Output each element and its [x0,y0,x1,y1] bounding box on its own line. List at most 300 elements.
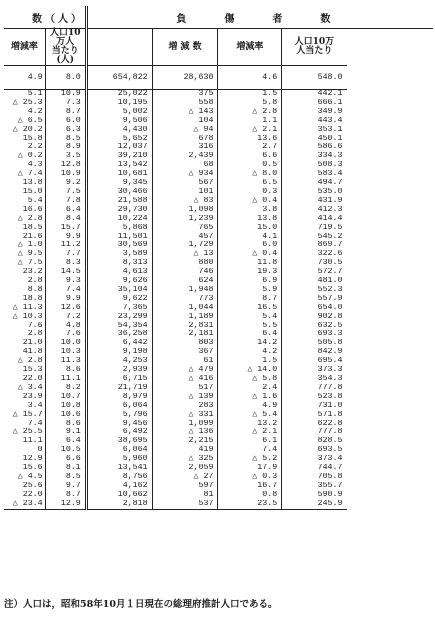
table-row [4,411,433,420]
table-row [4,277,433,286]
table-row [4,170,433,179]
table-body [4,66,433,510]
table-cell: 21,588 [86,197,152,206]
table-cell: 508.3 [282,161,347,170]
table-cell: △ 23.4 [4,500,45,509]
table-cell: 545.2 [282,233,347,242]
table-cell: △ 3.4 [17,383,43,392]
table-cell: 54,354 [86,322,152,331]
table-cell: △ 2.8 [17,214,43,223]
total-cell: 8.0 [45,66,86,90]
table-cell: △ 139 [152,393,218,402]
table-row [4,135,433,144]
table-cell: 15.3 [22,366,43,375]
table-cell: 6,064 [86,446,152,455]
table-cell: 5,868 [86,224,152,233]
table-cell: △ 11.3 [12,303,43,312]
table-cell: 18.8 [22,294,43,303]
table-row [4,464,433,473]
table-cell: 2,939 [86,366,152,375]
table-cell: 12.6 [45,304,86,313]
table-cell: 16.5 [218,304,282,313]
table-cell: 6.3 [45,126,86,135]
table-cell: 746 [152,268,218,277]
table-cell: 1,098 [152,206,218,215]
table-cell: 8.7 [45,491,86,500]
table-cell: 7.4 [218,446,282,455]
table-cell: 373.3 [282,366,347,375]
table-cell: 419 [152,446,218,455]
table-cell: 10,681 [86,170,152,179]
table-cell: 30,466 [86,188,152,197]
table-cell: 10,662 [86,491,152,500]
col-header-injured-per-100k: 人口10万 人当たり [282,29,347,66]
table-cell: 567 [152,179,218,188]
table-cell: 7.4 [45,286,86,295]
table-cell: 23,299 [86,313,152,322]
table-cell: △ 1.6 [218,393,282,402]
table-cell: 101 [152,188,218,197]
table-cell: 803 [152,339,218,348]
table-cell: 6,442 [86,339,152,348]
table-cell: 6.4 [45,206,86,215]
table-cell: 4,613 [86,268,152,277]
table-cell: △ 2.8 [218,108,282,117]
table-cell: 29,730 [86,206,152,215]
table-cell: 30,569 [86,241,152,250]
table-cell: 6.0 [45,117,86,126]
table-cell: △ 13 [152,250,218,259]
table-cell: △ 7.5 [17,259,43,268]
deaths-group-header: 数（人） [4,6,86,29]
table-cell: 14.5 [45,268,86,277]
table-cell: 457 [152,233,218,242]
col-header-change-rate: 増減率 [4,29,45,66]
table-cell: 10.9 [45,90,86,99]
table-cell: 10.9 [45,170,86,179]
table-row [4,295,433,304]
table-cell: 0 [37,446,43,455]
table-cell: 0.3 [218,188,282,197]
table-cell: 9,456 [86,420,152,429]
col-header-injured-change-rate: 増減率 [218,29,282,66]
table-cell: 2.4 [218,384,282,393]
table-cell: 2,059 [152,464,218,473]
table-cell: 558 [152,99,218,108]
table-cell: 10,224 [86,215,152,224]
table-cell: 13.8 [218,215,282,224]
table-cell: 4.2 [218,348,282,357]
table-cell: 354.3 [282,375,347,384]
table-cell: 5.5 [218,322,282,331]
table-row [4,250,433,259]
table-cell: 765 [152,224,218,233]
table-cell: 23.5 [218,500,282,509]
table-row [4,117,433,126]
table-cell: 5.4 [218,313,282,322]
table-row [4,446,433,455]
table-cell: △ 6.5 [17,116,43,125]
table-cell: 0.5 [218,161,282,170]
table-cell: 1,729 [152,241,218,250]
table-row [4,375,433,384]
table-row [4,393,433,402]
table-cell: △ 4.5 [17,472,43,481]
table-cell: 10.5 [45,446,86,455]
total-cell: 4.6 [218,66,282,90]
table-row [4,233,433,242]
table-cell: 2,215 [152,437,218,446]
table-cell: 11,501 [86,233,152,242]
table-cell: 678 [152,135,218,144]
table-cell: 6,064 [86,402,152,411]
table-cell: 8.4 [45,215,86,224]
table-cell: 10.7 [45,393,86,402]
table-row [4,330,433,339]
table-cell: 719.5 [282,224,347,233]
table-row [4,455,433,464]
table-cell: 8.6 [45,420,86,429]
table-cell: 744.7 [282,464,347,473]
table-cell: △ 25.5 [12,428,43,437]
table-cell: 13,541 [86,464,152,473]
table-cell: 777.8 [282,428,347,437]
table-cell: 1,948 [152,286,218,295]
table-cell: 2,181 [152,330,218,339]
table-cell: 19.3 [218,268,282,277]
table-cell: △ 14.0 [218,366,282,375]
table-cell: △ 2.1 [218,428,282,437]
table-row [4,339,433,348]
table-cell: 622.8 [282,420,347,429]
table-cell: 5.8 [218,99,282,108]
table-cell: 10.0 [45,339,86,348]
table-row [4,90,433,99]
table-cell: 8.5 [45,473,86,482]
table-row [4,304,433,313]
table-cell: 9,198 [86,348,152,357]
table-cell: △ 25.3 [12,98,43,107]
table-cell: 442.1 [282,90,347,99]
table-cell: 2,439 [152,152,218,161]
table-row [4,179,433,188]
table-row [4,126,433,135]
table-cell: 6.6 [45,455,86,464]
table-cell: 283 [152,402,218,411]
table-cell: 353.1 [282,126,347,135]
table-cell: 316 [152,143,218,152]
table-cell: △ 9.5 [17,250,43,259]
table-cell: 373.4 [282,455,347,464]
table-cell: 572.7 [282,268,347,277]
table-cell: 5.9 [218,286,282,295]
table-row [4,482,433,491]
table-cell: △ 143 [152,108,218,117]
table-cell: 8,756 [86,473,152,482]
table-cell: 36,258 [86,330,152,339]
table-cell: 2.8 [27,277,43,286]
table-cell: 11.2 [45,241,86,250]
table-cell: △ 136 [152,428,218,437]
table-cell: 9.3 [45,277,86,286]
table-cell: 8.3 [45,259,86,268]
table-cell: 3.4 [27,401,43,410]
table-cell: 6,715 [86,375,152,384]
table-cell: △ 416 [152,375,218,384]
table-cell: 1,099 [152,420,218,429]
table-cell: 880 [152,259,218,268]
table-row [4,500,433,509]
table-row [4,491,433,500]
table-cell: 505.8 [282,339,347,348]
table-cell: 8,313 [86,259,152,268]
total-cell: 4.9 [4,66,45,90]
table-cell: 431.9 [282,197,347,206]
table-cell: 18.5 [22,223,43,232]
table-cell: 11.1 [22,437,43,446]
table-cell: 2.2 [27,143,43,152]
table-cell: 557.9 [282,295,347,304]
table-cell: 2,818 [86,500,152,509]
table-cell: 4,430 [86,126,152,135]
table-cell: 12.8 [45,161,86,170]
table-cell: 8.7 [218,295,282,304]
table-cell: 13,542 [86,161,152,170]
table-cell: 481.0 [282,277,347,286]
table-cell: 1,044 [152,304,218,313]
table-cell: 777.8 [282,384,347,393]
table-cell: △ 0.3 [218,473,282,482]
table-cell: 15.7 [45,224,86,233]
table-cell: 322.6 [282,250,347,259]
table-cell: 8.1 [45,464,86,473]
table-cell: 6.5 [218,179,282,188]
table-cell: 597 [152,482,218,491]
table-cell: 25.6 [22,481,43,490]
table-cell: 666.1 [282,99,347,108]
table-cell: 8.7 [45,108,86,117]
table-row [4,259,433,268]
table-cell: 4.1 [218,233,282,242]
table-cell: 1,239 [152,215,218,224]
table-cell: 9,506 [86,117,152,126]
table-cell: 38,695 [86,437,152,446]
table-cell: 15.6 [22,464,43,473]
table-cell: 375 [152,90,218,99]
table-cell: 0.8 [218,491,282,500]
table-row [4,384,433,393]
footnote: 注）人口は，昭和58年10月１日現在の総理府推計人口である。 [4,599,278,610]
table-cell: 3.8 [218,206,282,215]
table-cell: 13.6 [218,135,282,144]
table-cell: 12.9 [45,500,86,509]
table-cell: △ 934 [152,170,218,179]
table-cell: 9.1 [45,428,86,437]
table-row [4,152,433,161]
table-cell: 902.8 [282,313,347,322]
table-row [4,420,433,429]
table-cell: 590.9 [282,491,347,500]
table-cell: 17.9 [218,464,282,473]
table-cell: 16.7 [218,482,282,491]
table-cell: 16.6 [22,205,43,214]
table-cell: 583.4 [282,170,347,179]
table-cell: △ 5.8 [218,375,282,384]
table-cell: 21.0 [22,339,43,348]
table-cell: 14.2 [218,339,282,348]
table-row [4,473,433,482]
injured-group-header: 負 傷 者 数 [86,6,433,29]
table-row [4,313,433,322]
table-cell: 10,195 [86,99,152,108]
table-cell: 7.6 [45,330,86,339]
total-row [4,66,433,90]
table-row [4,143,433,152]
table-cell: 730.5 [282,259,347,268]
table-cell: 5,652 [86,135,152,144]
table-row [4,215,433,224]
table-cell: 22.0 [22,490,43,499]
table-cell: 35,104 [86,286,152,295]
table-cell: 9.2 [45,179,86,188]
table-cell: 6.9 [218,277,282,286]
table-cell: 13.8 [22,179,43,188]
table-cell: 6.0 [218,241,282,250]
table-cell: △ 10.3 [12,312,43,321]
table-cell: 6.4 [45,437,86,446]
table-cell: △ 479 [152,366,218,375]
table-row [4,161,433,170]
table-cell: 494.7 [282,179,347,188]
table-cell: △ 8.0 [218,170,282,179]
table-cell: △ 5.4 [218,411,282,420]
table-cell: 4.8 [45,322,86,331]
table-cell: 3,589 [86,250,152,259]
table-row [4,197,433,206]
table-cell: 15.0 [22,187,43,196]
table-cell: △ 27 [152,473,218,482]
table-cell: △ 20.2 [12,125,43,134]
table-cell: 4.2 [27,107,43,116]
table-cell: 25,022 [86,90,152,99]
table-row [4,428,433,437]
table-cell: 61 [152,357,218,366]
table-cell: △ 0.2 [17,152,43,161]
table-cell: 9.7 [45,482,86,491]
table-cell: 828.5 [282,437,347,446]
table-cell: 8.2 [45,384,86,393]
table-cell: △ 0.4 [218,197,282,206]
table-cell: 5,960 [86,455,152,464]
table-row [4,206,433,215]
table-cell: 517 [152,384,218,393]
table-cell: 39,210 [86,152,152,161]
table-cell: 10.3 [45,348,86,357]
table-cell: △ 2.1 [218,126,282,135]
table-cell: 349.9 [282,108,347,117]
table-cell: 586.6 [282,143,347,152]
table-cell: 535.0 [282,188,347,197]
table-cell: 7.8 [45,197,86,206]
table-cell: 6.6 [218,152,282,161]
table-cell: △ 2.8 [17,357,43,366]
table-cell: 450.1 [282,135,347,144]
table-row [4,241,433,250]
table-row [4,402,433,411]
total-cell: 654,822 [86,66,152,90]
table-cell: 5.4 [27,196,43,205]
table-cell: 1,189 [152,313,218,322]
table-cell: 11.8 [218,259,282,268]
table-cell: 5.1 [27,89,43,98]
table-cell: 552.3 [282,286,347,295]
table-cell: 842.9 [282,348,347,357]
table-cell: △ 7.4 [17,170,43,179]
table-cell: 6.1 [218,437,282,446]
table-cell: 7.5 [45,188,86,197]
table-cell: 4.3 [27,161,43,170]
table-cell: 12,037 [86,143,152,152]
col-header-per-100k: 人口10万人 当たり(人) [45,29,86,66]
table-cell: △ 1.0 [17,241,43,250]
table-cell: 11.1 [45,375,86,384]
table-cell: 355.7 [282,482,347,491]
table-cell: 2.8 [27,330,43,339]
table-row [4,366,433,375]
table-cell: 773 [152,295,218,304]
table-cell: 9,622 [86,295,152,304]
table-cell: 7.7 [45,250,86,259]
table-row [4,286,433,295]
table-cell: 104 [152,117,218,126]
table-cell: 13.2 [218,420,282,429]
table-cell: △ 0.4 [218,250,282,259]
table-cell: 1.5 [218,90,282,99]
table-cell: 654.0 [282,304,347,313]
table-cell: △ 325 [152,455,218,464]
col-header-change-count: 増 減 数 [152,29,218,66]
table-cell: 10.6 [45,411,86,420]
table-cell: 81 [152,491,218,500]
table-row [4,108,433,117]
table-cell: 334.3 [282,152,347,161]
table-cell: 523.8 [282,393,347,402]
table-cell: 9,345 [86,179,152,188]
table-row [4,224,433,233]
table-cell: 9,626 [86,277,152,286]
table-cell: 68 [152,161,218,170]
table-row [4,437,433,446]
table-cell: 624 [152,277,218,286]
table-cell: △ 5.2 [218,455,282,464]
table-row [4,268,433,277]
table-cell: 1.1 [218,117,282,126]
table-cell: 8.5 [45,135,86,144]
table-cell: 8.8 [27,285,43,294]
table-cell: 537 [152,500,218,509]
table-cell: 693.5 [282,446,347,455]
table-cell: 3.5 [45,152,86,161]
table-cell: △ 94 [152,126,218,135]
table-row [4,99,433,108]
table-cell: 367 [152,348,218,357]
table-cell: 632.5 [282,322,347,331]
table-cell: 695.4 [282,357,347,366]
table-row [4,357,433,366]
table-cell: 6.4 [218,330,282,339]
table-cell: △ 331 [152,411,218,420]
table-cell: 23.9 [22,392,43,401]
